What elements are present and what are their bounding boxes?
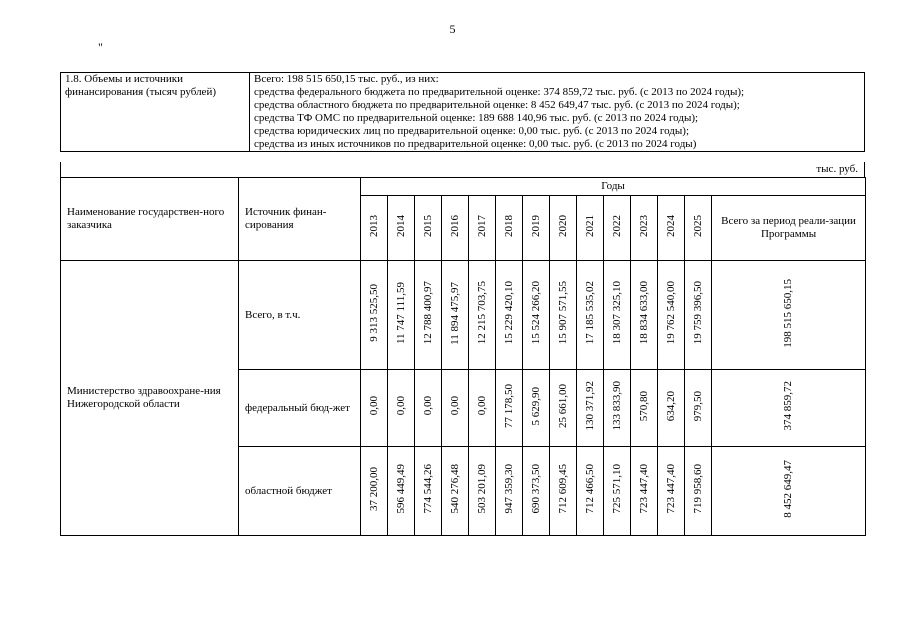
value-text: 712 466,50: [583, 464, 596, 514]
value-cell: [523, 447, 550, 536]
year-label: 2019: [529, 215, 542, 237]
value-cell: [631, 370, 658, 447]
value-text: 18 307 325,10: [610, 281, 623, 345]
value-cell: [550, 261, 577, 370]
value-text: 503 201,09: [475, 464, 488, 514]
value-cell: [604, 261, 631, 370]
year-header-2019: [523, 196, 550, 261]
value-text: 690 373,50: [529, 464, 542, 514]
year-header-2014: [388, 196, 415, 261]
value-cell: [469, 447, 496, 536]
passport-line-legal: средства юридических лиц по предварительной оценке: 0,00 тыс. руб. (с 2013 по 2024 годы);: [254, 125, 689, 137]
year-header-2023: [631, 196, 658, 261]
passport-param-label: 1.8. Объемы и источники финансирования (тысяч рублей): [61, 73, 250, 152]
year-header-2025: [685, 196, 712, 261]
value-cell: [388, 447, 415, 536]
value-text: 540 276,48: [448, 464, 461, 514]
value-cell: [496, 370, 523, 447]
year-label: 2016: [448, 215, 461, 237]
value-cell: [442, 261, 469, 370]
year-label: 2022: [610, 215, 623, 237]
value-text: 12 215 703,75: [475, 281, 488, 345]
page-number: 5: [449, 22, 456, 36]
value-text: 25 661,00: [556, 384, 569, 428]
value-cell: [442, 370, 469, 447]
value-text: 0,00: [475, 396, 488, 416]
value-cell: [658, 447, 685, 536]
value-cell: [631, 447, 658, 536]
value-cell: [604, 370, 631, 447]
value-cell: [496, 261, 523, 370]
year-label: 2023: [637, 215, 650, 237]
header-source: Источник финан-сирования: [239, 178, 361, 261]
value-text: 719 958,60: [691, 464, 704, 514]
value-text: 570,80: [637, 390, 650, 422]
finance-table: [60, 177, 866, 536]
value-text: 77 178,50: [502, 384, 515, 428]
value-cell: [658, 261, 685, 370]
value-text: 723 447,40: [664, 464, 677, 514]
passport-line-other: средства из иных источников по предварительной оценке: 0,00 тыс. руб. (с 2013 по 2024 годы): [254, 138, 697, 150]
passport-line-regional: средства областного бюджета по предварительной оценке: 8 452 649,47 тыс. руб. (с 2013 по 2024 годы);: [254, 99, 740, 111]
passport-line-federal: средства федерального бюджета по предварительной оценке: 374 859,72 тыс. руб. (с 2013 по 2024 годы);: [254, 86, 745, 98]
value-cell: [577, 261, 604, 370]
year-label: 2024: [664, 215, 677, 237]
value-text: 947 359,30: [502, 464, 515, 514]
value-cell: [361, 370, 388, 447]
total-cell: [712, 261, 866, 370]
value-text: 19 762 540,00: [664, 281, 677, 345]
year-header-2017: [469, 196, 496, 261]
value-text: 15 524 266,20: [529, 281, 542, 345]
value-cell: [685, 447, 712, 536]
source-federal: федеральный бюд-жет: [239, 370, 361, 447]
value-cell: [523, 370, 550, 447]
value-cell: [388, 370, 415, 447]
year-header-2016: [442, 196, 469, 261]
customer-name: Министерство здравоохране-ния Нижегородской области: [61, 261, 239, 536]
year-header-2013: [361, 196, 388, 261]
year-header-2022: [604, 196, 631, 261]
unit-row: [60, 162, 865, 178]
value-cell: [550, 447, 577, 536]
value-text: 0,00: [367, 396, 380, 416]
passport-line-tfoms: средства ТФ ОМС по предварительной оценке: 189 688 140,96 тыс. руб. (с 2013 по 2024 годы);: [254, 112, 699, 124]
passport-table: [60, 72, 865, 152]
year-header-2018: [496, 196, 523, 261]
value-text: 774 544,26: [421, 464, 434, 514]
value-text: 5 629,90: [529, 386, 542, 426]
total-value: 374 859,72: [782, 381, 795, 431]
year-label: 2013: [367, 215, 380, 237]
total-value: 8 452 649,47: [782, 460, 795, 518]
value-cell: [685, 261, 712, 370]
value-cell: [361, 447, 388, 536]
value-cell: [550, 370, 577, 447]
value-text: 12 788 400,97: [421, 281, 434, 345]
value-cell: [631, 261, 658, 370]
year-label: 2025: [691, 215, 704, 237]
passport-values: [250, 73, 865, 152]
value-cell: [496, 447, 523, 536]
value-text: 11 894 475,97: [448, 281, 461, 345]
unit-label: тыс. руб.: [816, 163, 858, 175]
total-cell: [712, 447, 866, 536]
value-text: 723 447,40: [637, 464, 650, 514]
value-text: 979,50: [691, 390, 704, 422]
year-label: 2021: [583, 215, 596, 237]
value-cell: [415, 261, 442, 370]
year-header-2021: [577, 196, 604, 261]
year-header-2015: [415, 196, 442, 261]
value-cell: [469, 370, 496, 447]
value-text: 712 609,45: [556, 464, 569, 514]
value-text: 11 747 111,59: [394, 281, 407, 345]
year-label: 2020: [556, 215, 569, 237]
header-years: Годы: [361, 178, 866, 196]
value-text: 725 571,10: [610, 464, 623, 514]
value-text: 133 833,90: [610, 381, 623, 431]
passport-line-total: Всего: 198 515 650,15 тыс. руб., из них:: [254, 73, 439, 85]
value-text: 130 371,92: [583, 381, 596, 431]
value-cell: [685, 370, 712, 447]
value-text: 15 229 420,10: [502, 281, 515, 345]
value-cell: [577, 447, 604, 536]
year-header-2024: [658, 196, 685, 261]
value-text: 17 185 535,02: [583, 281, 596, 345]
header-customer: Наименование государствен-ного заказчика: [61, 178, 239, 261]
value-text: 0,00: [448, 396, 461, 416]
value-text: 15 907 571,55: [556, 281, 569, 345]
year-label: 2018: [502, 215, 515, 237]
value-cell: [469, 261, 496, 370]
value-cell: [361, 261, 388, 370]
source-regional: областной бюджет: [239, 447, 361, 536]
value-text: 0,00: [421, 396, 434, 416]
value-cell: [415, 447, 442, 536]
value-text: 0,00: [394, 396, 407, 416]
header-total: Всего за период реали-зации Программы: [712, 196, 866, 261]
value-text: 37 200,00: [367, 467, 380, 511]
total-cell: [712, 370, 866, 447]
value-cell: [415, 370, 442, 447]
value-cell: [388, 261, 415, 370]
year-header-2020: [550, 196, 577, 261]
source-total: Всего, в т.ч.: [239, 261, 361, 370]
value-cell: [604, 447, 631, 536]
year-label: 2014: [394, 215, 407, 237]
quote-mark: ": [98, 40, 103, 54]
total-value: 198 515 650,15: [782, 278, 795, 348]
value-text: 634,20: [664, 390, 677, 422]
value-text: 18 834 633,00: [637, 281, 650, 345]
year-label: 2015: [421, 215, 434, 237]
value-cell: [523, 261, 550, 370]
value-cell: [658, 370, 685, 447]
value-text: 19 759 396,50: [691, 281, 704, 345]
value-cell: [442, 447, 469, 536]
value-text: 9 313 525,50: [367, 284, 380, 342]
value-text: 596 449,49: [394, 464, 407, 514]
year-label: 2017: [475, 215, 488, 237]
value-cell: [577, 370, 604, 447]
